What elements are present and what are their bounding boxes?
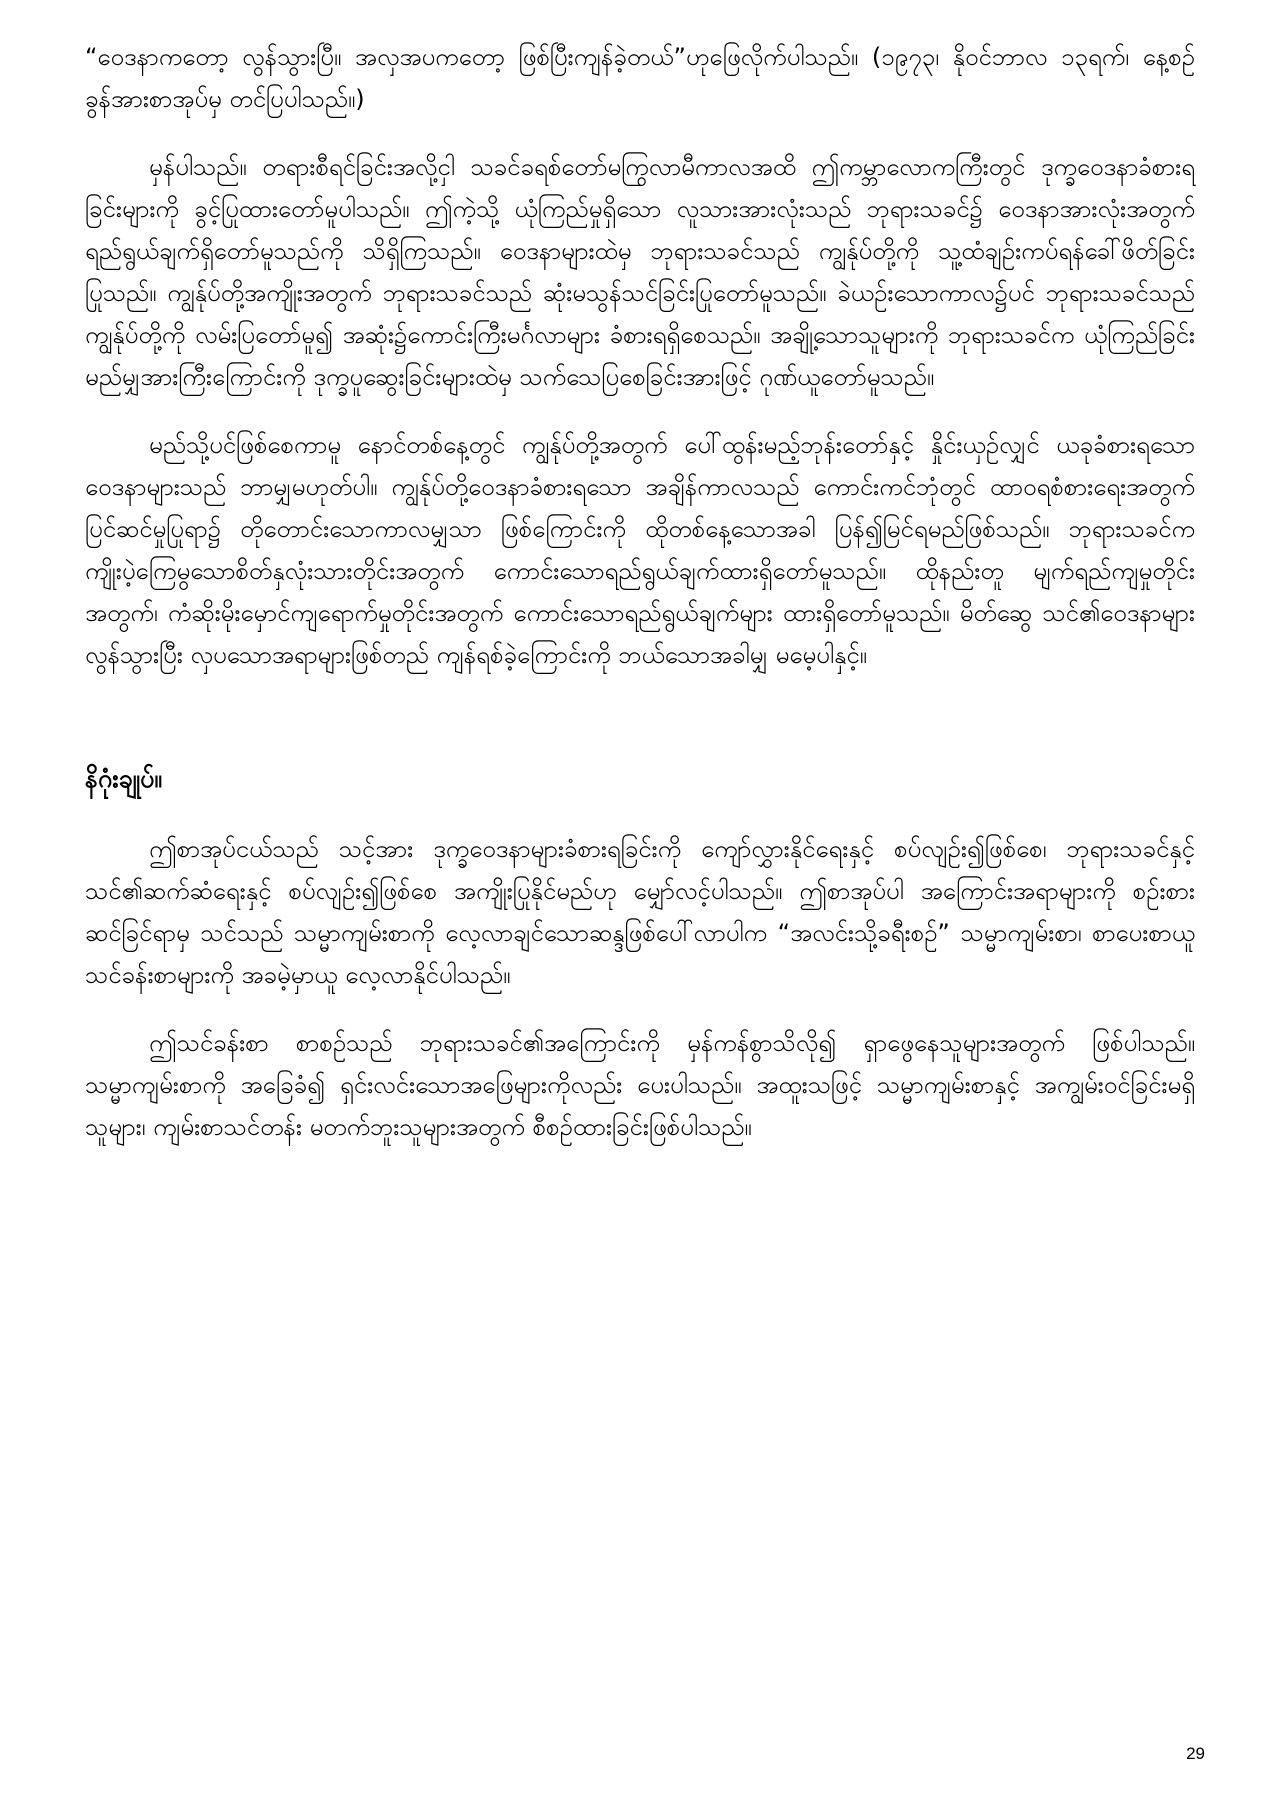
page-number: 29 bbox=[1186, 1744, 1205, 1763]
paragraph-course-description: ဤသင်ခန်းစာ စာစဉ်သည် ဘုရားသခင်၏အကြောင်းကို မှန်ကန်စွာသိလို၍ ရှာဖွေနေသူများအတွက် ဖြစ်ပါသည်။ သမ္မာကျမ်းစာကို အခြေခံ၍ ရှင်းလင်းသောအဖြေများကိုလည်း ပေးပါသည်။ အထူးသဖြင့် သမ္မာကျမ်းစာနှင့် အကျွမ်းဝင်ခြင်းမရှိသူများ၊ ကျမ်းစာသင်တန်း မတက်ဘူးသူများအတွက် စီစဉ်ထားခြင်းဖြစ်ပါသည်။ bbox=[85, 1029, 1195, 1141]
section-heading-conclusion: နိဂုံးချုပ်။ bbox=[85, 764, 163, 793]
page-body bbox=[85, 36, 1195, 1174]
paragraph-conclusion-hope: ဤစာအုပ်ငယ်သည် သင့်အား ဒုက္ခဝေဒနာများခံစားရခြင်းကို ကျော်လွှားနိုင်ရေးနှင့် စပ်လျဉ်း၍ဖြစ်စေ၊ ဘုရားသခင်နှင့် သင်၏ဆက်ဆံရေးနှင့် စပ်လျဉ်း၍ဖြစ်စေ အကျိုးပြုနိုင်မည်ဟု မျှော်လင့်ပါသည်။ ဤစာအုပ်ပါ အကြောင်းအရာများကို စဉ်းစားဆင်ခြင်ရာမှ သင်သည် သမ္မာကျမ်းစာကို လေ့လာချင်သောဆန္ဒဖြစ်ပေါ်လာပါက “အလင်းသို့ခရီးစဉ်” သမ္မာကျမ်းစာ၊ စာပေးစာယူသင်ခန်းစာများကို အခမဲ့မှာယူ လေ့လာနိုင်ပါသည်။ bbox=[85, 835, 1195, 989]
paragraph-quote-end: “ဝေဒနာကတော့ လွန်သွားပြီ။ အလှအပကတော့ ဖြစ်ပြီးကျန်ခဲ့တယ်”ဟုဖြေလိုက်ပါသည်။ (၁၉၇၃၊ နိုဝင်ဘာလ ၁၃ရက်၊ နေ့စဉ်ခွန်အားစာအုပ်မှ တင်ပြပါသည်။) bbox=[85, 43, 1195, 113]
paragraph-future-glory: မည်သို့ပင်ဖြစ်စေကာမူ နောင်တစ်နေ့တွင် ကျွန်ုပ်တို့အတွက် ပေါ်ထွန်းမည့်ဘုန်းတော်နှင့် နှိုင်းယှဉ်လျှင် ယခုခံစားရသော ဝေဒနာများသည် ဘာမျှမဟုတ်ပါ။ ကျွန်ုပ်တို့ဝေဒနာခံစားရသော အချိန်ကာလသည် ကောင်းကင်ဘုံတွင် ထာဝရစံစားရေးအတွက် ပြင်ဆင်မှုပြုရာ၌ တိုတောင်းသောကာလမျှသာ ဖြစ်ကြောင်းကို ထိုတစ်နေ့သောအခါ ပြန်၍မြင်ရမည်ဖြစ်သည်။ ဘုရားသခင်က ကျိုးပဲ့ကြေမွသောစိတ်နှလုံးသားတိုင်းအတွက် ကောင်းသောရည်ရွယ်ချက်ထားရှိတော်မူသည်။ ထိုနည်းတူ မျက်ရည်ကျမှုတိုင်းအတွက်၊ ကံဆိုးမိုးမှောင်ကျရောက်မှုတိုင်းအတွက် ကောင်းသောရည်ရွယ်ချက်များ ထားရှိတော်မူသည်။ မိတ်ဆွေ သင်၏ဝေဒနာများ လွန်သွားပြီး လှပသောအရာများဖြစ်တည် ကျန်ရစ်ခဲ့ကြောင်းကို ဘယ်သောအခါမျှ မမေ့ပါနှင့်။ bbox=[85, 431, 1195, 669]
paragraph-suffering-purpose: မှန်ပါသည်။ တရားစီရင်ခြင်းအလို့ငှါ သခင်ခရစ်တော်မကြွလာမီကာလအထိ ဤကမ္ဘာလောကကြီးတွင် ဒုက္ခဝေဒနာခံစားရခြင်းများကို ခွင့်ပြုထားတော်မူပါသည်။ ဤကဲ့သို့ ယုံကြည်မှုရှိသော လူသားအားလုံးသည် ဘုရားသခင်၌ ဝေဒနာအားလုံးအတွက် ရည်ရွယ်ချက်ရှိတော်မူသည်ကို သိရှိကြသည်။ ဝေဒနာများထဲမှ ဘုရားသခင်သည် ကျွန်ုပ်တို့ကို သူ့ထံချဉ်းကပ်ရန်ခေါ်ဖိတ်ခြင်းပြုသည်။ ကျွန်ုပ်တို့အကျိုးအတွက် ဘုရားသခင်သည် ဆုံးမသွန်သင်ခြင်းပြုတော်မူသည်။ ခဲယဉ်းသောကာလ၌ပင် ဘုရားသခင်သည် ကျွန်ုပ်တို့ကို လမ်းပြတော်မူ၍ အဆုံး၌ကောင်းကြီးမင်္ဂလာများ ခံစားရရှိစေသည်။ အချို့သောသူများကို ဘုရားသခင်က ယုံကြည်ခြင်းမည်မျှအားကြီးကြောင်းကို ဒုက္ခပူဆွေးခြင်းများထဲမှ သက်သေပြစေခြင်းအားဖြင့် ဂုဏ်ယူတော်မူသည်။ bbox=[85, 153, 1195, 391]
